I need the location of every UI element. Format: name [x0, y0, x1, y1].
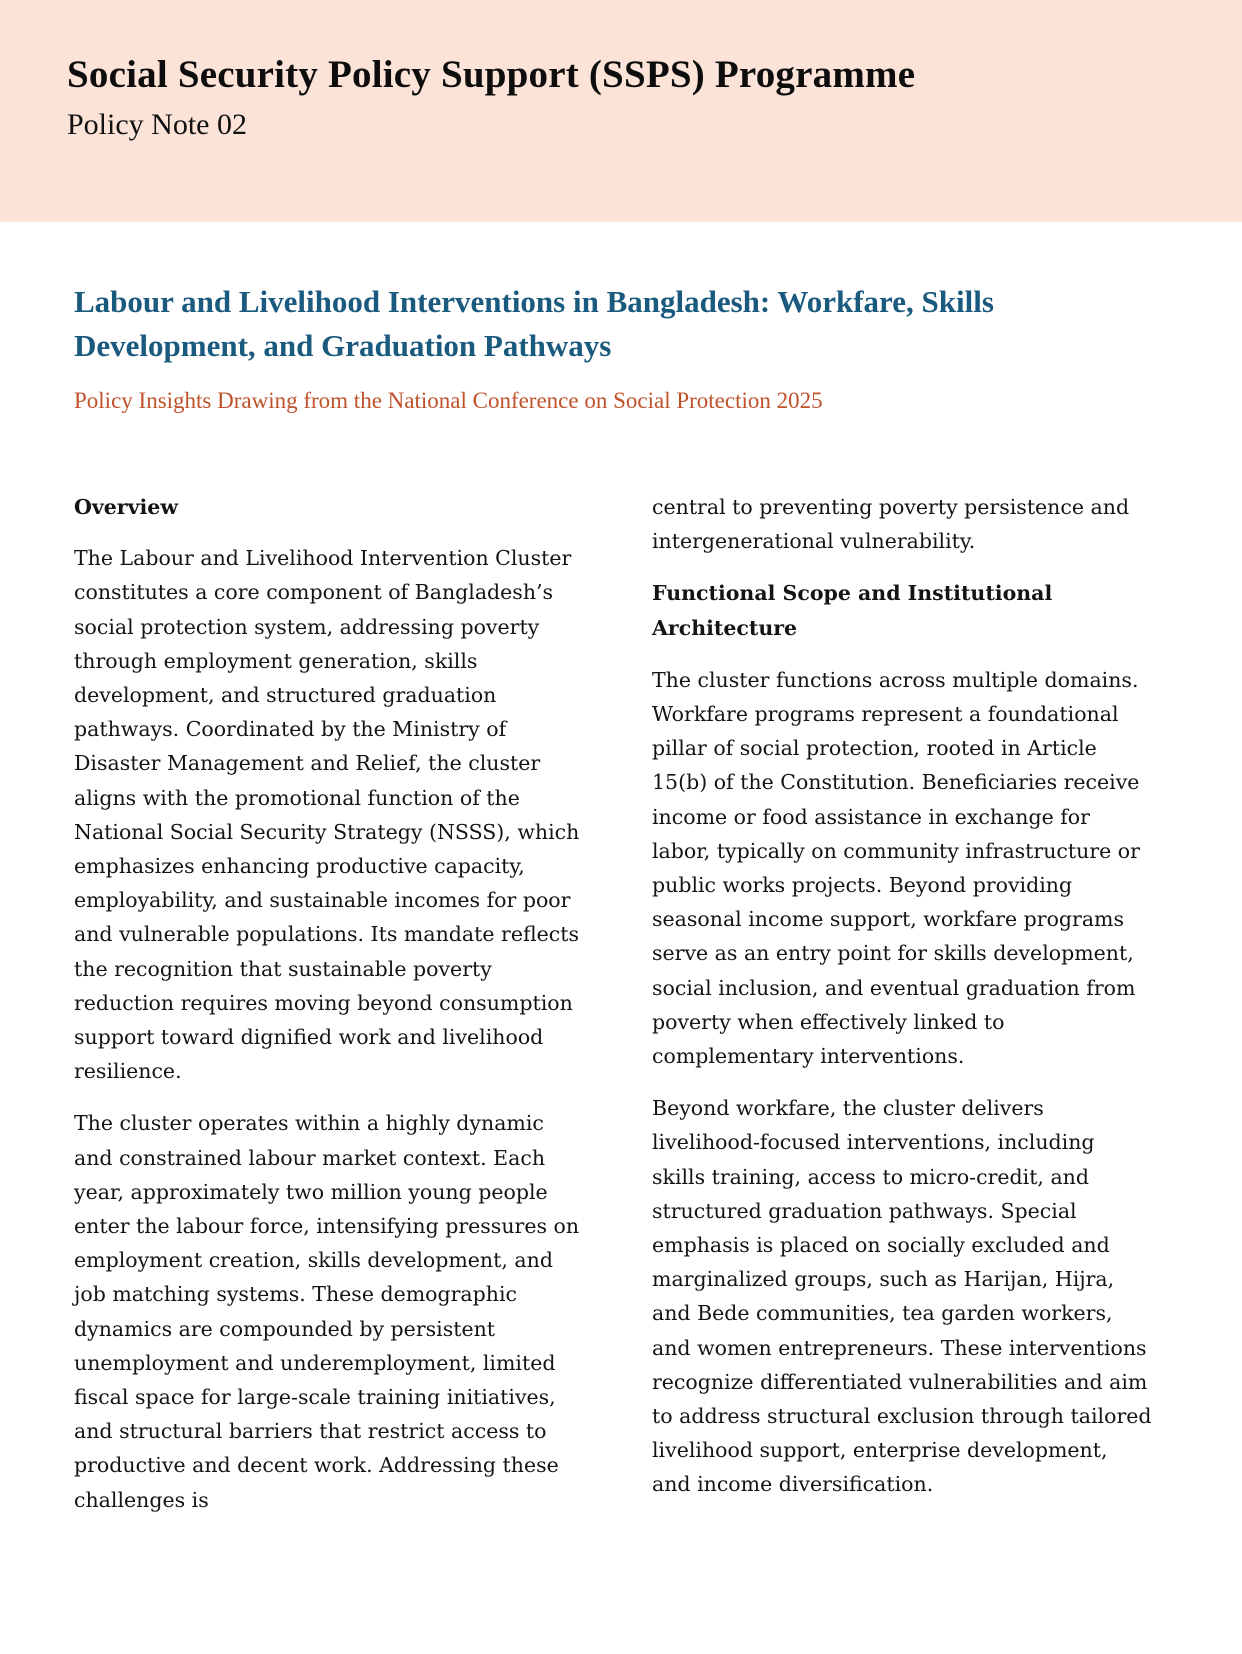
continued-paragraph: central to preventing poverty persistence and intergenerational vulnerability. — [652, 495, 1130, 554]
document-title: Labour and Livelihood Interventions in Bangladesh: Workfare, Skills Development, and Graduation Pathways — [74, 284, 994, 363]
document-subtitle: Policy Insights Drawing from the National Conference on Social Protection 2025 — [74, 388, 823, 413]
overview-paragraph: The Labour and Livelihood Intervention Cluster constitutes a core component of Bangladesh’s social protection system, addressing poverty through employment generation, skills development, and structured graduation pathways. Coordinated by the Ministry of Disaster Management and Relief, the cluster aligns with the promotional function of the National Social Security Strategy (NSSS), which emphasizes enhancing productive capacity, employability, and sustainable incomes for poor and vulnerable populations. Its mandate reflects the recognition that sustainable poverty reduction requires moving beyond consumption support toward dignified work and livelihood resilience. — [74, 546, 580, 1084]
scope-heading: Functional Scope and Institutional Architecture — [652, 581, 1053, 640]
livelihood-paragraph: Beyond workfare, the cluster delivers livelihood-focused interventions, including skills training, access to micro-credit, and structured graduation pathways. Special emphasis is placed on socially excluded and marginalized groups, such as Harijan, Hijra, and Bede communities, tea garden workers, and women entrepreneurs. These interventions recognize differentiated vulnerabilities and aim to address structural exclusion through tailored livelihood support, enterprise development, and income diversification. — [652, 1096, 1152, 1497]
right-column — [652, 490, 1152, 1520]
workfare-paragraph: The cluster functions across multiple domains. Workfare programs represent a foundational pillar of social protection, rooted in Article 15(b) of the Constitution. Beneficiaries receive income or food assistance in exchange for labor, typically on community infrastructure or public works projects. Beyond providing seasonal income support, workfare programs serve as an entry point for skills development, social inclusion, and eventual graduation from poverty when effectively linked to complementary interventions. — [652, 667, 1140, 1069]
overview-heading: Overview — [74, 495, 179, 519]
left-column — [74, 490, 584, 1535]
programme-title: Social Security Policy Support (SSPS) Programme — [67, 53, 916, 96]
policy-note-label: Policy Note 02 — [67, 108, 247, 141]
header-band — [0, 0, 1242, 222]
context-paragraph: The cluster operates within a highly dynamic and constrained labour market context. Each year, approximately two million young people enter the labour force, intensifying pressures on employment creation, skills development, and job matching systems. These demographic dynamics are compounded by persistent unemployment and underemployment, limited fiscal space for large-scale training initiatives, and structural barriers that restrict access to productive and decent work. Addressing these challenges is — [74, 1111, 580, 1512]
